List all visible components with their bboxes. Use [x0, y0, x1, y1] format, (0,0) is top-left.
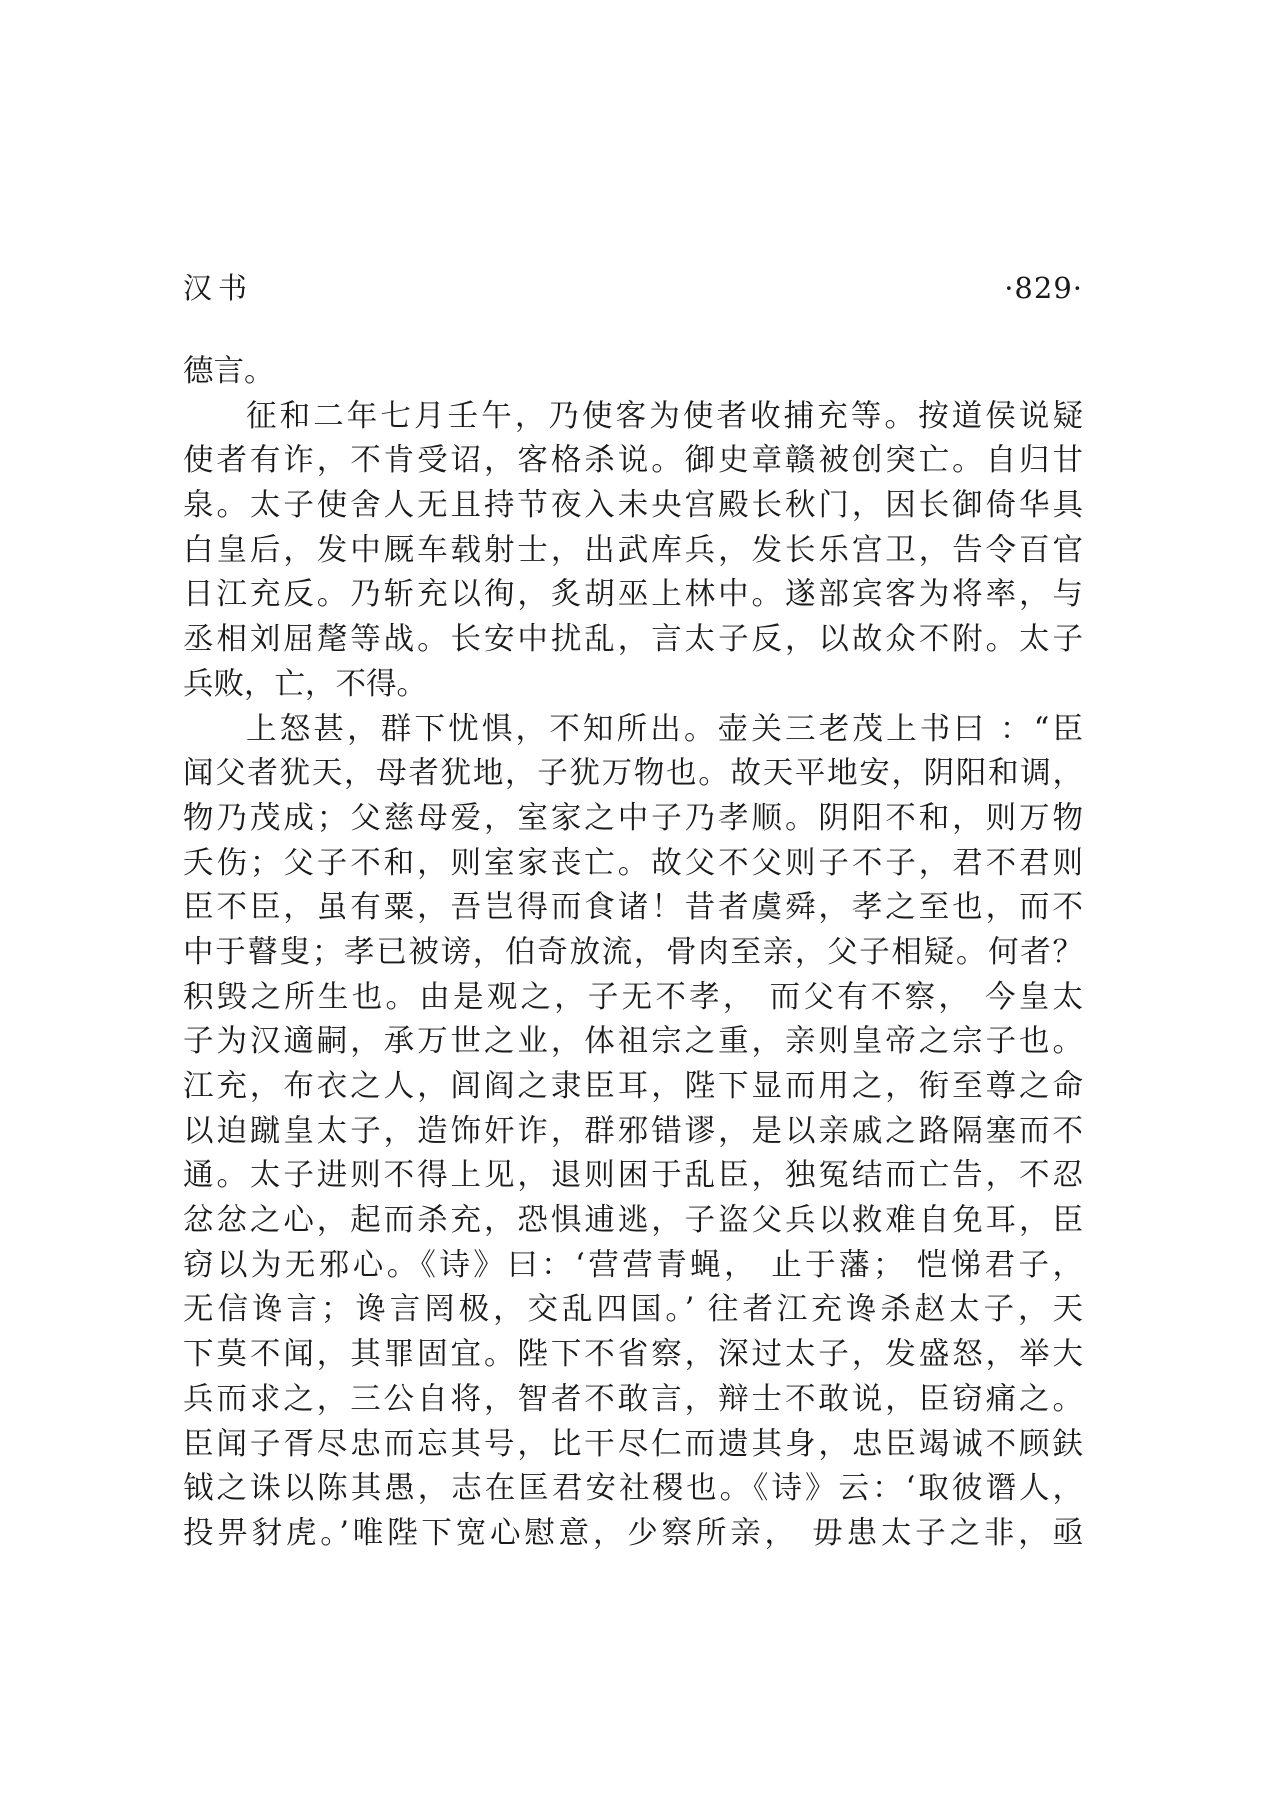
- text-line: 使者有诈，不肯受诏，客格杀说。御史章赣被创突亡。自归甘: [183, 443, 1083, 479]
- text-line: 下莫不闻，其罪固宜。陛下不省察，深过太子，发盛怒，举大: [183, 1337, 1083, 1373]
- text-line: 兵败，亡，不得。: [183, 666, 427, 702]
- text-line: 投畀豺虎。’唯陛下宽心慰意，少察所亲， 毋患太子之非，亟: [183, 1515, 1083, 1551]
- text-line: 夭伤；父子不和，则室家丧亡。故父不父则子不子，君不君则: [183, 845, 1083, 881]
- text-line: 臣不臣，虽有粟，吾岂得而食诸！昔者虞舜，孝之至也，而不: [183, 890, 1083, 926]
- text-line: 以迫蹴皇太子，造饰奸诈，群邪错谬，是以亲戚之路隔塞而不: [183, 1113, 1083, 1149]
- text-line: 积毁之所生也。由是观之，子无不孝， 而父有不察， 今皇太: [183, 979, 1083, 1015]
- book-title: 汉书: [183, 271, 254, 305]
- page-number: ·829·: [1004, 271, 1083, 305]
- text-line: 白皇后，发中厩车载射士，出武库兵，发长乐宫卫，告令百官: [183, 532, 1083, 568]
- text-line: 窃以为无邪心。《诗》曰：‘营营青蝇， 止于藩； 恺悌君子，: [183, 1247, 1083, 1283]
- text-line: 江充，布衣之人，闾阎之隶臣耳，陛下显而用之，衔至尊之命: [183, 1069, 1083, 1104]
- text-line: 日江充反。乃斩充以徇，炙胡巫上林中。遂部宾客为将率，与: [183, 577, 1083, 613]
- text-line: 兵而求之，三公自将，智者不敢言，辩士不敢说，臣窃痛之。: [183, 1381, 1083, 1417]
- text-line: 无信谗言；谗言罔极，交乱四国。’ 往者江充谗杀赵太子，天: [183, 1292, 1083, 1328]
- text-line: 忿忿之心，起而杀充，恐惧逋逃，子盗父兵以救难自免耳，臣: [183, 1203, 1083, 1239]
- text-line: 子为汉適嗣，承万世之业，体祖宗之重，亲则皇帝之宗子也。: [183, 1024, 1083, 1060]
- text-line: 泉。太子使舍人无且持节夜入未央宫殿长秋门，因长御倚华具: [183, 488, 1083, 524]
- body-text: [183, 350, 1083, 1557]
- text-line: 闻父者犹天，母者犹地，子犹万物也。故天平地安，阴阳和调，: [183, 756, 1083, 792]
- text-line: 征和二年七月壬午，乃使客为使者收捕充等。按道侯说疑: [246, 398, 1083, 434]
- text-line: 丞相刘屈氂等战。长安中扰乱，言太子反，以故众不附。太子: [183, 622, 1083, 658]
- text-line: 中于瞽叟；孝已被谤，伯奇放流，骨肉至亲，父子相疑。何者？: [183, 934, 1083, 970]
- text-line: 德言。: [183, 354, 275, 389]
- text-line: 臣闻子胥尽忠而忘其号，比干尽仁而遗其身，忠臣竭诚不顾鈇: [183, 1426, 1083, 1462]
- text-line: 钺之诛以陈其愚，志在匡君安社稷也。《诗》云：‘取彼谮人，: [183, 1471, 1083, 1507]
- running-header: [183, 268, 1083, 318]
- text-line: 上怒甚，群下忧惧，不知所出。壶关三老茂上书曰 ：“臣: [246, 711, 1083, 747]
- text-line: 物乃茂成；父慈母爱，室家之中子乃孝顺。阴阳不和，则万物: [183, 800, 1083, 836]
- text-line: 通。太子进则不得上见，退则困于乱臣，独冤结而亡告，不忍: [183, 1158, 1083, 1194]
